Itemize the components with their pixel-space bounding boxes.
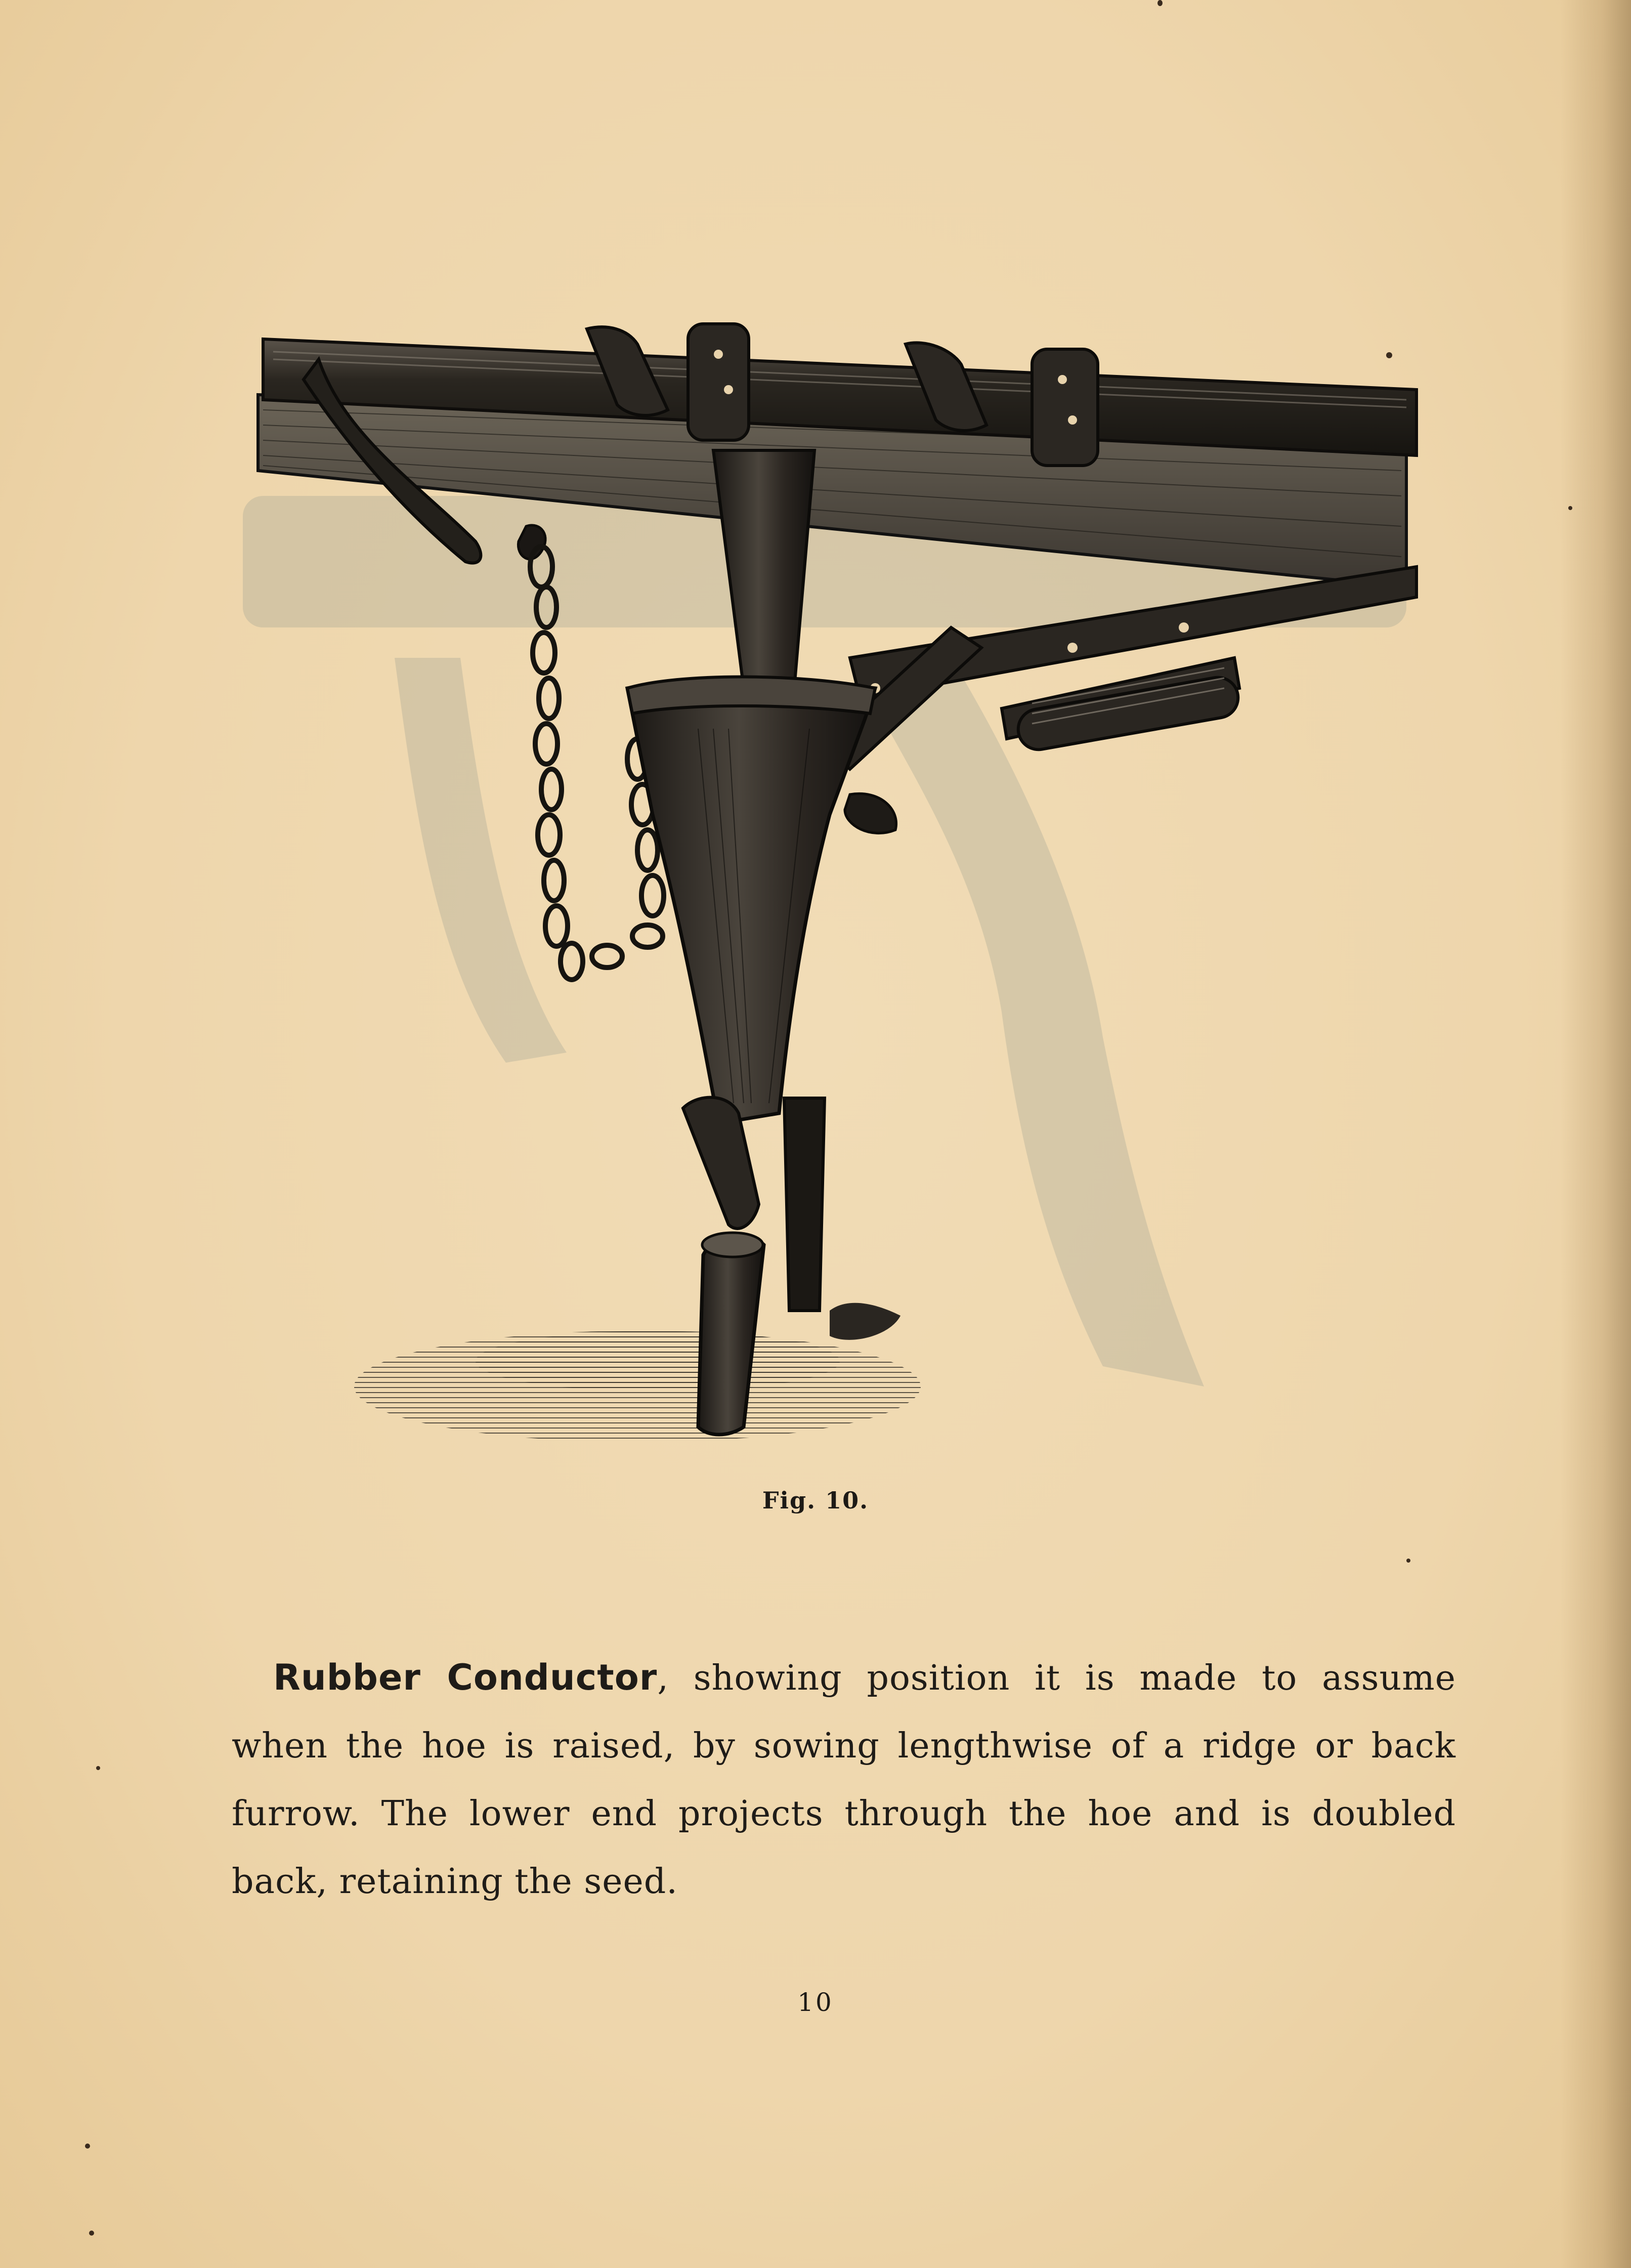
paper-speck: [1157, 0, 1163, 6]
paper-speck: [1568, 506, 1572, 510]
paper-speck: [96, 1766, 100, 1770]
paragraph-term: Rubber Conductor: [273, 1657, 658, 1698]
description-paragraph: [232, 1644, 1456, 1916]
figure-caption: Fig. 10.: [762, 1487, 869, 1514]
ground-hatching: [354, 1331, 921, 1442]
page-gutter-shadow: [1560, 0, 1631, 2268]
page-number: 10: [797, 1988, 834, 2017]
paragraph-text: , showing position it is made to assume when the hoe is raised, by sowing lengthwise of a ridge or back furrow. The lower end projects through the hoe and is doubled back, retaining the seed.: [232, 1658, 1456, 1902]
paper-speck: [85, 2144, 90, 2149]
paper-speck: [1386, 352, 1392, 358]
paper-speck: [1406, 1559, 1410, 1563]
illustration-rubber-conductor: [243, 304, 1457, 1498]
paper-speck: [89, 2231, 94, 2236]
